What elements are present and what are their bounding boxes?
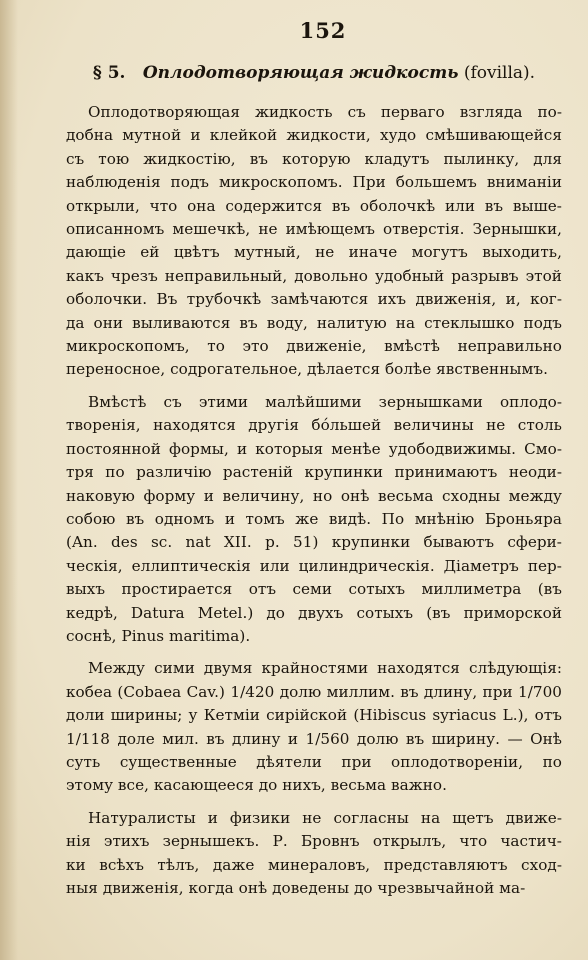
text-line: микроскопомъ, то это движеніе, вмѣстѣ неправильно [66, 337, 562, 356]
text-line: тря по различію растеній крупинки принимаютъ неоди- [66, 463, 562, 482]
paragraph [66, 391, 562, 648]
text-line: этому все, касающееся до нихъ, весьма важно. [66, 776, 447, 795]
text-line: дающіе ей цвѣтъ мутный, не иначе могутъ выходить, [66, 243, 562, 262]
page-number: 152 [299, 18, 347, 43]
text-line: постоянной формы, и которыя менѣе удободвижимы. Смо- [66, 439, 562, 458]
text-line: творенія, находятся другія бо́льшей величины не столь [66, 416, 562, 435]
text-line: Вмѣстѣ съ этими малѣйшими зернышками оплодо- [88, 392, 562, 411]
text-line: ки всѣхъ тѣлъ, даже минераловъ, представляютъ сход- [66, 855, 562, 874]
section-number: § 5. [92, 63, 126, 83]
text-line: кобеа (Cobaea Cav.) 1/420 долю миллим. въ длину, при 1/700 [66, 682, 562, 701]
text-line: собою въ одномъ и томъ же видѣ. По мнѣнію Броньяра [66, 509, 562, 528]
paragraph [66, 101, 562, 382]
text-line: добна мутной и клейкой жидкости, худо смѣшивающейся [66, 126, 562, 145]
paragraph [66, 807, 562, 901]
text-line: какъ чрезъ неправильный, довольно удобный разрывъ этой [66, 266, 562, 285]
text-line: кедрѣ, Datura Metel.) до двухъ сотыхъ (въ приморской [66, 603, 562, 622]
section-latin-term: (fovilla). [463, 63, 536, 83]
text-line: нія этихъ зернышекъ. Р. Бровнъ открылъ, что частич- [66, 832, 562, 851]
text-line: оболочки. Въ трубочкѣ замѣчаются ихъ движенія, и, ког- [66, 290, 562, 309]
text-line: соснѣ, Pinus maritima). [66, 626, 251, 645]
text-line: открыли, что она содержится въ оболочкѣ или въ выше- [66, 196, 562, 215]
section-heading [66, 63, 562, 83]
text-line: выхъ простирается отъ семи сотыхъ миллиметра (въ [66, 580, 562, 599]
text-line: съ тою жидкостію, въ которую кладутъ пылинку, для [66, 149, 562, 168]
text-line: ческія, еллиптическія или цилиндрическія. Діаметръ пер- [66, 556, 562, 575]
text-line: (An. des sc. nat XII. p. 51) крупинки бываютъ сфери- [66, 533, 562, 552]
text-line: Между сими двумя крайностями находятся слѣдующія: [88, 659, 562, 678]
text-line: наковую форму и величину, но онѣ весьма сходны между [66, 486, 562, 505]
text-line: доли ширины; у Кетміи сирійской (Hibiscus syriacus L.), отъ [66, 706, 562, 725]
text-line: Оплодотворяющая жидкость съ перваго взгляда по- [88, 103, 562, 121]
paragraph [66, 657, 562, 797]
text-line: да они выливаются въ воду, налитую на стеклышко подъ [66, 313, 562, 332]
text-line: описанномъ мешечкѣ, не имѣющемъ отверстія. Зернышки, [66, 220, 562, 239]
text-line: 1/118 доле мил. въ длину и 1/560 долю въ ширину. — Онѣ [66, 729, 562, 748]
text-line: суть существенные дѣятели при оплодотвореніи, по [66, 752, 562, 771]
body-text [66, 101, 562, 900]
text-line: переносное, содрогательное, дѣлается болѣе явственнымъ. [66, 360, 548, 379]
text-line: наблюденія подъ микроскопомъ. При большемъ вниманіи [66, 173, 562, 192]
section-title: Оплодотворяющая жидкость [142, 63, 459, 83]
text-line: Натуралисты и физики не согласны на щетъ движе- [88, 808, 562, 827]
text-line: ныя движенія, когда онѣ доведены до чрезвычайной ма- [66, 879, 526, 897]
